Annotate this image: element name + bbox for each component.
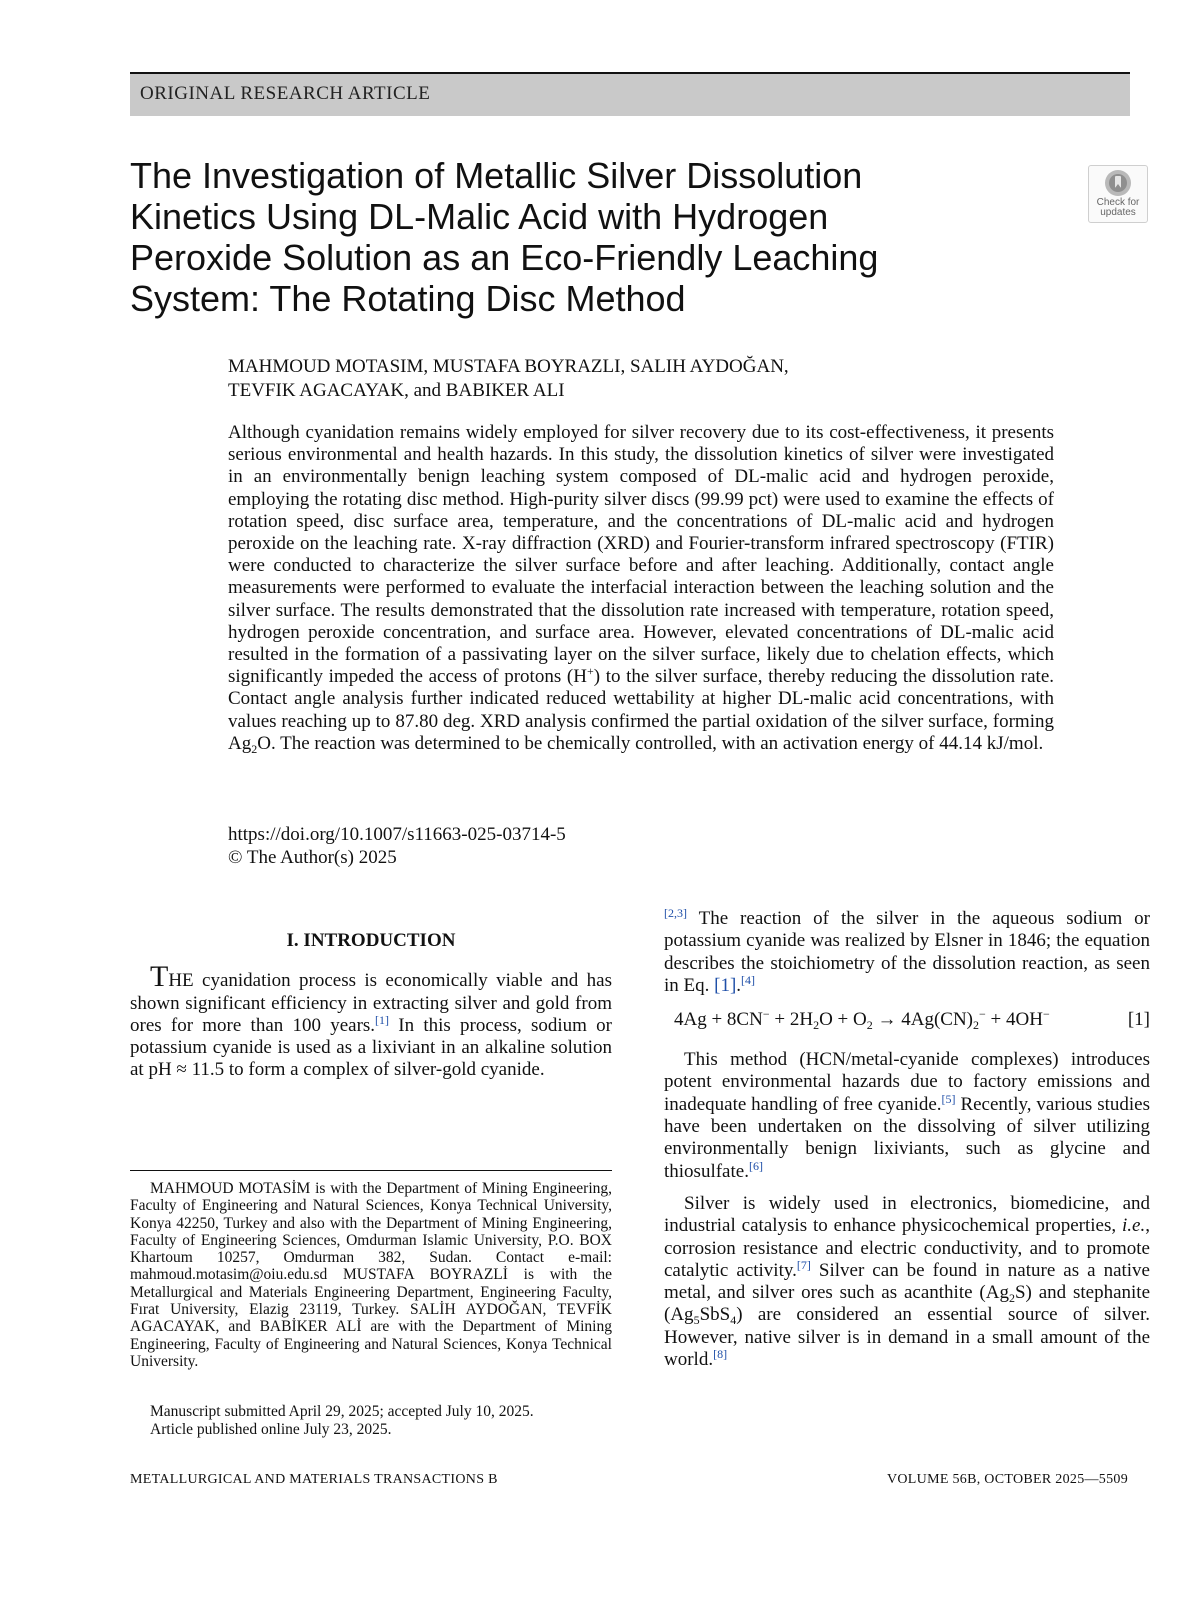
doi-link[interactable]: https://doi.org/10.1007/s11663-025-03714-5 (228, 824, 566, 845)
volume-page-info: VOLUME 56B, OCTOBER 2025—5509 (886, 1472, 1128, 1487)
body-text: Recently, various studies have been undertaken on the dissolving of silver utilizing environmentally benign lixiviants, such as glycine and thiosulfate. (664, 1093, 1150, 1182)
citation-link[interactable]: [8] (713, 1347, 728, 1362)
citation-link[interactable]: [6] (748, 1158, 763, 1173)
body-paragraph (130, 960, 612, 1081)
citation-link[interactable]: [7] (796, 1257, 811, 1272)
body-paragraph (664, 1193, 1150, 1371)
body-text: SbS (699, 1304, 731, 1326)
subscript: 2 (251, 741, 258, 756)
category-banner (130, 74, 1130, 116)
subscript: 5 (693, 1313, 700, 1328)
publication-date: Article published online July 23, 2025. (150, 1421, 392, 1438)
doi-block (228, 823, 566, 869)
equation-number: [1] (1127, 1009, 1150, 1031)
body-text: HE cyanidation process is economically viable and has shown significant efficiency in extracting silver and gold from ores for more than 100 years. (130, 970, 612, 1036)
check-for-updates-label: Check for updates (1096, 197, 1140, 218)
abstract-text: O. The reaction was determined to be chemically controlled, with an activation energy of 44.14 kJ/mol. (257, 732, 1044, 754)
abstract-text: Although cyanidation remains widely employed for silver recovery due to its cost-effectiveness, it presents serious environmental and health hazards. In this study, the dissolution kinetics of silver were investigated in an environmentally benign leaching system composed of DL-malic acid and hydrogen peroxide, employing the rotating disc method. High-purity silver discs (99.99 pct) were used to examine the effects of rotation speed, disc surface area, temperature, and the concentrations of DL-malic acid and hydrogen peroxide on the leaching rate. X-ray diffraction (XRD) and Fourier-transform infrared spectroscopy (FTIR) were conducted to characterize the silver surface before and after leaching. Additionally, contact angle measurements were performed to evaluate the interfacial interaction between the leaching solution and the silver surface. The results demonstrated that the dissolution rate increased with temperature, rotation speed, hydrogen peroxide concentration, and surface area. However, elevated concentrations of DL-malic acid resulted in the formation of a passivating layer on the silver surface, likely due to chelation effects, which significantly impeded the access of protons (H (228, 422, 1054, 688)
author-affiliation-footnote (130, 1180, 612, 1370)
subscript: 4 (730, 1313, 737, 1328)
body-text: Silver can be found in nature as a native metal, and silver ores such as acanthite (Ag (664, 1259, 1150, 1304)
abstract-text: ) to the silver surface, thereby reducing the dissolution rate. Contact angle analysis further indicated reduced wettability at higher DL-malic acid concentrations, with values reaching up to 87.80 deg. XRD analysis confirmed the partial oxidation of the silver surface, forming Ag (228, 666, 1054, 754)
subscript: 2 (1008, 1291, 1015, 1306)
body-paragraph (664, 908, 1150, 997)
body-text: This method (HCN/metal-cyanide complexes) introduces potent environmental hazards due to factory emissions and inadequate handling of free cyanide. (664, 1049, 1150, 1115)
equation-body: $4Ag + 8CN^- + 2H_2O + O_2 \to 4Ag(CN)_2^- + 4OH^-$ (674, 1007, 1050, 1033)
body-text: S) and stephanite (Ag (664, 1282, 1151, 1326)
crossmark-icon (1104, 169, 1132, 197)
citation-link[interactable]: [2,3] (664, 906, 687, 920)
affiliation-text: MAHMOUD MOTASİM is with the Department of Mining Engineering, Faculty of Engineering and Natural Sciences, Konya Technical University, Konya 42250, Turkey and also with the Department of Mining Engineering, Faculty of Engineering Sciences, Omdurman Islamic University, P.O. BOX Khartoum 10257, Omdurman 382, Sudan. Contact e-mail: mahmoud.motasim@oiu.edu.sd MUSTAFA BOYRAZLİ is with the Metallurgical and Materials Engineering Department, Engineering Faculty, Fırat University, Elazig 23119, Turkey. SALİH AYDOĞAN, TEVFİK AGACAYAK, and BABİKER ALİ are with the Department of Mining Engineering, Faculty of Engineering and Natural Sciences, Konya Technical University. (130, 1180, 612, 1370)
body-text: i.e. (1122, 1215, 1146, 1237)
author-line: TEVFIK AGACAYAK, and BABIKER ALI (228, 380, 565, 401)
drop-cap: T (150, 960, 169, 994)
citation-link[interactable]: [4] (741, 972, 756, 987)
body-text: In this process, sodium or potassium cyanide is used as a lixiviant in an alkaline solution at pH ≈ 11.5 to form a complex of silver-gold cyanide. (130, 1014, 612, 1081)
right-column (664, 906, 1151, 1371)
journal-name: METALLURGICAL AND MATERIALS TRANSACTIONS B (130, 1472, 498, 1487)
body-text: Silver is widely used in electronics, biomedicine, and industrial catalysis to enhance physicochemical properties, (664, 1192, 1150, 1237)
equation-link[interactable]: [1] (714, 974, 737, 996)
equation (664, 1009, 1150, 1035)
submission-date: Manuscript submitted April 29, 2025; accepted July 10, 2025. (150, 1403, 534, 1420)
body-text: ) are considered an essential source of silver. However, native silver is in demand in a small amount of the world. (664, 1304, 1150, 1371)
citation-link[interactable]: [5] (941, 1091, 956, 1106)
copyright-notice: © The Author(s) 2025 (228, 847, 397, 868)
manuscript-dates (150, 1403, 534, 1439)
body-paragraph (664, 1049, 1150, 1183)
body-text: , corrosion resistance and electric conductivity, and to promote catalytic activity. (664, 1215, 1150, 1281)
footnote-rule (130, 1170, 612, 1171)
article-category: ORIGINAL RESEARCH ARTICLE (140, 83, 431, 104)
author-line: MAHMOUD MOTASIM, MUSTAFA BOYRAZLI, SALIH AYDOĞAN, (228, 356, 789, 377)
proton-charge: + (586, 664, 594, 679)
body-text: The reaction of the silver in the aqueous sodium or potassium cyanide was realized by Elsner in 1846; the equation describes the stoichiometry of the dissolution reaction, as seen in Eq. (664, 908, 1150, 996)
section-heading: I. INTRODUCTION (286, 930, 456, 951)
body-text: . (736, 974, 742, 996)
citation-link[interactable]: [1] (375, 1012, 390, 1027)
check-for-updates-badge[interactable] (1088, 165, 1148, 223)
article-title: The Investigation of Metallic Silver Dissolution Kinetics Using DL-Malic Acid with Hydrogen Peroxide Solution as an Eco-Friendly Leaching System: The Rotating Disc Method (130, 155, 879, 319)
author-list (228, 355, 1048, 403)
left-column (130, 930, 612, 1082)
abstract (228, 422, 1054, 755)
